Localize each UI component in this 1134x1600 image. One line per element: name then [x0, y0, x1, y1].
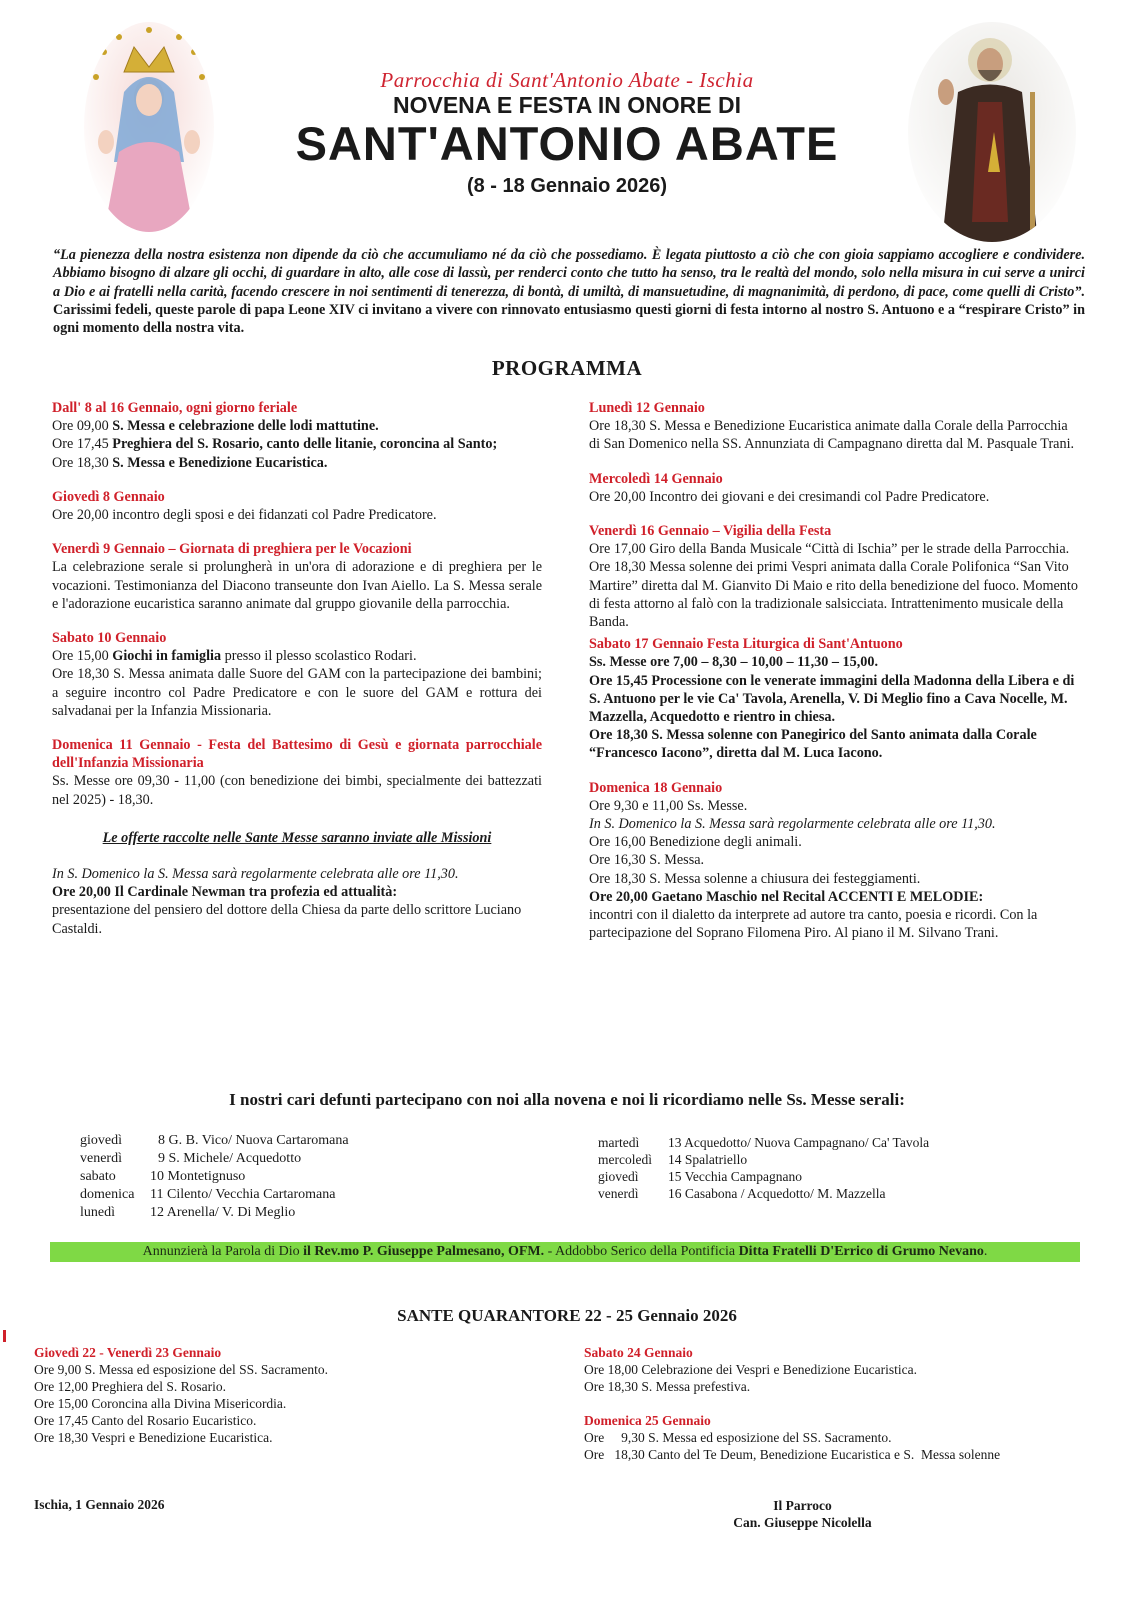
day-block-18 — [589, 779, 1079, 943]
list-item — [598, 1134, 929, 1151]
event-text: Ore 16,30 S. Messa. — [589, 852, 705, 869]
list-text: 14 Spalatriello — [668, 1152, 748, 1167]
event-text: incontri con il dialetto da interprete ad autore tra canto, poesia e ricordi. Con la partecipazione del Soprano Filomena Piro. Al piano il M. Silvano Trani. — [589, 907, 1038, 942]
offerte-note: Le offerte raccolte nelle Sante Messe saranno inviate alle Missioni — [102, 829, 492, 846]
weekday-block — [52, 399, 542, 472]
event-text: Ore 9,00 S. Messa ed esposizione del SS. Sacramento. — [34, 1362, 328, 1377]
event-text: Ore 20,00 Il Cardinale Newman tra profezia ed attualità: — [52, 884, 398, 901]
event-text: Ore 15,45 Processione con le venerate immagini della Madonna della Libera e di S. Antuono per le vie Ca' Tavola, Arenella, V. Di Meglio fino a Cava Nocelle, M. Mazzella, Acquedotto e rientro in chiesa. — [589, 672, 1075, 726]
event-text: Ss. Messe ore 7,00 – 8,30 – 10,00 – 11,30 – 15,00. — [589, 654, 878, 671]
day-block-8 — [52, 488, 542, 524]
san-domenico-block — [52, 865, 542, 938]
event-text: Ore 17,00 Giro della Banda Musicale “Città di Ischia” per le strade della Parrocchia. — [589, 541, 1070, 558]
event-text: Ore 20,00 Gaetano Maschio nel Recital ACCENTI E MELODIE: — [589, 888, 984, 905]
event-text: Ore 18,30 S. Messa animata dalle Suore del GAM con la partecipazione dei bambini; a seguire incontro col Padre Predicatore e con le suore del GAM e rottura dei salvadanai per la Infanzia Missionaria. — [52, 666, 542, 719]
list-item — [598, 1151, 929, 1168]
time: Ore 17,45 — [52, 436, 113, 453]
program-right-column — [589, 399, 1079, 958]
block-heading: Sabato 24 Gennaio — [584, 1345, 693, 1360]
day-block-16 — [589, 522, 1079, 631]
festival-dates: (8 - 18 Gennaio 2026) — [466, 175, 668, 197]
list-text: 12 Arenella/ V. Di Meglio — [150, 1205, 296, 1220]
list-day: mercoledì — [598, 1152, 652, 1167]
intro-quote-tail: Carissimi fedeli, queste parole di papa Leone XIV ci invitano a vivere con rinnovato entusiasmo questi giorni di festa intorno al nostro S. Antuono e a “respirare Cristo” in ogni momento della nostra vita. — [53, 301, 1085, 337]
event-text: Ore 18,30 S. Messa prefestiva. — [584, 1379, 751, 1394]
list-text: 15 Vecchia Campagnano — [668, 1169, 802, 1184]
parish-name: Parrocchia di Sant'Antonio Abate - Ischia — [380, 68, 754, 92]
banner-text: Ditta Fratelli D'Errico di Grumo Nevano — [738, 1244, 984, 1259]
event-text: S. Messa e celebrazione delle lodi mattutine. — [112, 418, 379, 435]
block-heading: Domenica 11 Gennaio - Festa del Battesimo di Gesù e giornata parrocchiale dell'Infanzia Missionaria — [52, 737, 542, 772]
list-text: 16 Casabona / Acquedotto/ M. Mazzella — [668, 1186, 886, 1201]
block-heading: Venerdì 16 Gennaio – Vigilia della Festa — [589, 523, 832, 540]
quarantore-left — [34, 1344, 514, 1446]
list-item — [80, 1186, 349, 1204]
page-title: SANT'ANTONIO ABATE — [295, 117, 839, 170]
event-text: S. Messa e Benedizione Eucaristica. — [112, 454, 328, 471]
time: Ore 15,00 — [52, 648, 113, 665]
day-block-11 — [52, 736, 542, 809]
event-text: La celebrazione serale si prolungherà in un'ora di adorazione e di preghiera per le vocazioni. Testimonianza del Diacono transeunte don Ivan Aiello. La S. Messa serale e l'adorazione eucaristica saranno animate dal gruppo giovanile della parrocchia. — [52, 559, 542, 612]
quarantore-heading: SANTE QUARANTORE 22 - 25 Gennaio 2026 — [397, 1306, 737, 1325]
intro-quote — [53, 246, 1085, 337]
event-text: Ore 16,00 Benedizione degli animali. — [589, 834, 802, 851]
signature-name: Can. Giuseppe Nicolella — [733, 1515, 872, 1530]
programma-heading: PROGRAMMA — [491, 356, 643, 380]
defunti-heading: I nostri cari defunti partecipano con noi alla novena e noi li ricordiamo nelle Ss. Messe serali: — [229, 1090, 905, 1109]
block-heading: Giovedì 22 - Venerdì 23 Gennaio — [34, 1345, 222, 1360]
block-heading: Venerdì 9 Gennaio – Giornata di preghiera per le Vocazioni — [52, 541, 412, 558]
event-text: Giochi in famiglia — [112, 648, 222, 665]
list-day: giovedì — [80, 1133, 122, 1148]
event-text: Ore 18,30 S. Messa e Benedizione Eucaristica animate dalla Corale della Parrocchia di San Domenico nella SS. Annunziata di Campagnano diretta dal M. Pasquale Trani. — [589, 418, 1075, 453]
day-block-9 — [52, 540, 542, 613]
defunti-list-left — [80, 1132, 349, 1222]
signature-block — [700, 1497, 905, 1531]
event-text: Ore 18,30 S. Messa solenne con Panegirico del Santo animata dalla Corale “Francesco Iacono”, diretta dal M. Luca Iacono. — [589, 727, 1037, 762]
block-heading: Domenica 25 Gennaio — [584, 1413, 711, 1428]
preacher-banner — [50, 1242, 1080, 1262]
quarantore-right — [584, 1344, 1104, 1463]
intro-quote-text: “La pienezza della nostra esistenza non dipende da ciò che accumuliamo né da ciò che possediamo. È legata piuttosto a ciò che con gioia sappiamo accogliere e condividere. Abbiamo bisogno di alzare gli occhi, di guardare in alto, alle cose di lassù, per renderci conto che tutto ha senso, tra le realtà del mondo, solo nella misura in cui serve a unirci a Dio e ai fratelli nella carità, facendo crescere in noi sentimenti di tenerezza, di bontà, di umiltà, di mansuetudine, di magnanimità, di perdono, di pace, come quelli di Cristo”. — [53, 247, 1085, 300]
divider — [3, 1330, 6, 1342]
list-item — [80, 1168, 349, 1186]
list-text: 9 S. Michele/ Acquedotto — [158, 1151, 302, 1166]
list-day: giovedì — [598, 1169, 639, 1184]
banner-text: Annunzierà la Parola di Dio — [142, 1244, 304, 1259]
block-heading: Giovedì 8 Gennaio — [52, 488, 165, 505]
list-text: 11 Cilento/ Vecchia Cartaromana — [150, 1187, 336, 1202]
event-text: Ore 18,30 Messa solenne dei primi Vespri animata dalla Corale Polifonica “San Vito Martire” diretta dal M. Gianvito Di Maio e rito della benedizione del fuoco. Momento di festa attorno al falò con la tradizionale salsicciata. Intrattenimento musicale della Banda. — [589, 559, 1078, 631]
time: Ore 09,00 — [52, 418, 113, 435]
banner-text: il Rev.mo P. Giuseppe Palmesano, OFM. — [303, 1244, 545, 1259]
list-item — [80, 1150, 349, 1168]
list-day: domenica — [80, 1187, 135, 1202]
list-item — [80, 1204, 349, 1222]
day-block-10 — [52, 629, 542, 720]
event-text: Ore 18,00 Celebrazione dei Vespri e Benedizione Eucaristica. — [584, 1362, 917, 1377]
program-left-column — [52, 399, 542, 954]
event-text: Ore 9,30 e 11,00 Ss. Messe. — [589, 797, 748, 814]
event-text: Ore 18,30 Canto del Te Deum, Benedizione Eucaristica e S. Messa solenne — [584, 1447, 1001, 1462]
banner-text: - Addobbo Serico della Pontificia — [544, 1244, 739, 1259]
block-heading: Mercoledì 14 Gennaio — [589, 470, 723, 487]
banner-text: . — [983, 1244, 988, 1259]
list-day: lunedì — [80, 1205, 115, 1220]
event-text: Ore 12,00 Preghiera del S. Rosario. — [34, 1379, 226, 1394]
event-text: Ore 15,00 Coroncina alla Divina Misericordia. — [34, 1396, 287, 1411]
event-text: presso il plesso scolastico Rodari. — [221, 648, 417, 665]
day-block-14 — [589, 470, 1079, 506]
list-text: 10 Montetignuso — [150, 1169, 246, 1184]
list-item — [598, 1185, 929, 1202]
list-text: 8 G. B. Vico/ Nuova Cartaromana — [158, 1133, 349, 1148]
event-text: In S. Domenico la S. Messa sarà regolarmente celebrata alle ore 11,30. — [52, 866, 459, 883]
time: Ore 18,30 — [52, 454, 113, 471]
novena-heading: NOVENA E FESTA IN ONORE DI — [392, 92, 741, 118]
list-day: sabato — [80, 1169, 116, 1184]
day-block-17 — [589, 635, 1079, 762]
event-text: Ore 20,00 Incontro dei giovani e dei cresimandi col Padre Predicatore. — [589, 488, 990, 505]
block-heading: Domenica 18 Gennaio — [589, 779, 723, 796]
event-text: Preghiera del S. Rosario, canto delle litanie, coroncina al Santo; — [112, 436, 498, 453]
block-heading: Dall' 8 al 16 Gennaio, ogni giorno feriale — [52, 400, 298, 416]
list-text: 13 Acquedotto/ Nuova Campagnano/ Ca' Tavola — [668, 1135, 930, 1150]
block-heading: Sabato 17 Gennaio Festa Liturgica di Sant'Antuono — [589, 636, 903, 653]
event-text: Ore 18,30 S. Messa solenne a chiusura dei festeggiamenti. — [589, 870, 921, 887]
list-item — [598, 1168, 929, 1185]
event-text: Ore 17,45 Canto del Rosario Eucaristico. — [34, 1413, 257, 1428]
event-text: Ore 18,30 Vespri e Benedizione Eucaristica. — [34, 1430, 273, 1445]
place-date: Ischia, 1 Gennaio 2026 — [34, 1497, 165, 1512]
list-day: martedì — [598, 1135, 640, 1150]
list-item — [80, 1132, 349, 1150]
event-text: Ss. Messe ore 09,30 - 11,00 (con benedizione dei bimbi, specialmente dei battezzati nel 2025) - 18,30. — [52, 773, 542, 808]
event-text: Ore 9,30 S. Messa ed esposizione del SS. Sacramento. — [584, 1430, 892, 1445]
list-day: venerdì — [80, 1151, 122, 1166]
block-heading: Sabato 10 Gennaio — [52, 630, 167, 647]
block-heading: Lunedì 12 Gennaio — [589, 400, 705, 416]
event-text: presentazione del pensiero del dottore della Chiesa da parte dello scrittore Luciano Castaldi. — [52, 902, 522, 937]
defunti-list-right — [598, 1134, 929, 1202]
list-day: venerdì — [598, 1186, 639, 1201]
signature-role: Il Parroco — [773, 1498, 832, 1513]
event-text: Ore 20,00 incontro degli sposi e dei fidanzati col Padre Predicatore. — [52, 507, 437, 524]
day-block-12 — [589, 399, 1079, 454]
event-text: In S. Domenico la S. Messa sarà regolarmente celebrata alle ore 11,30. — [589, 816, 996, 833]
